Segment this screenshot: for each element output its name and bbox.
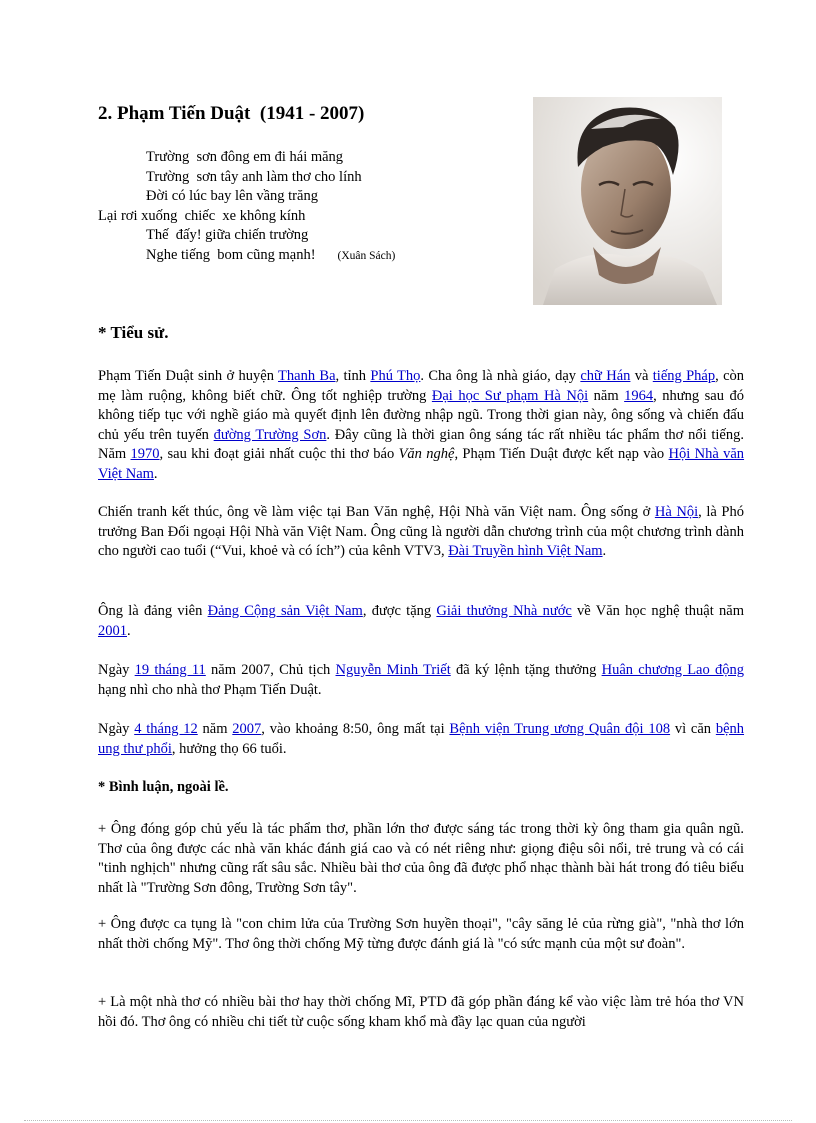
link-19-thang-11[interactable]: 19 tháng 11 xyxy=(134,662,206,678)
link-dai-truyen-hinh[interactable]: Đài Truyền hình Việt Nam xyxy=(448,543,603,559)
portrait-image xyxy=(533,97,722,305)
bio-paragraph-1 xyxy=(98,367,744,484)
link-thanh-ba[interactable]: Thanh Ba xyxy=(278,368,336,384)
text-run: , Phạm Tiến Duật được kết nạp vào xyxy=(454,446,669,462)
link-4-thang-12[interactable]: 4 tháng 12 xyxy=(134,721,198,737)
poem-line: Thế đấy! giữa chiến trường xyxy=(146,227,309,243)
italic-van-nghe: Văn nghệ xyxy=(398,446,455,462)
link-nguyen-minh-triet[interactable]: Nguyễn Minh Triết xyxy=(335,662,451,678)
text-run: . Cha ông là nhà giáo, dạy xyxy=(420,368,581,384)
link-dang-cong-san[interactable]: Đảng Cộng sản Việt Nam xyxy=(207,603,363,619)
text-run: đã ký lệnh tặng thưởng xyxy=(450,662,602,678)
link-benh-ung-thu-phoi[interactable]: bệnh ung thư phổi xyxy=(98,721,745,757)
link-tieng-phap[interactable]: tiếng Pháp xyxy=(652,368,716,384)
comment-paragraph-3: + Là một nhà thơ có nhiều bài thơ hay thời chống Mĩ, PTD đã góp phần đáng kể vào việc làm trẻ hóa thơ VN hồi đó. Thơ ông có nhiều chi tiết từ cuộc sống kham khổ mà đầy lạc quan của người xyxy=(98,994,744,1030)
text-run: , tỉnh xyxy=(335,368,371,384)
text-run: về Văn học nghệ thuật năm xyxy=(571,603,744,619)
bio-paragraph-2 xyxy=(98,503,744,562)
text-run: . xyxy=(127,622,131,639)
link-chu-han[interactable]: chữ Hán xyxy=(580,368,631,384)
link-dai-hoc-su-pham[interactable]: Đại học Sư phạm Hà Nội xyxy=(431,387,589,404)
link-benh-vien-108[interactable]: Bệnh viện Trung ương Quân đội 108 xyxy=(449,721,671,737)
text-run: Ngày xyxy=(98,662,135,678)
text-run: , nhưng sau đó không tiếp tục với nghề giáo mà quyết định lên đường nhập ngũ. Trong thời gian này, ông sống và chiến đấu chủ yếu trên tuyến xyxy=(98,387,745,443)
comment-heading: * Bình luận, ngoài lề. xyxy=(98,779,229,795)
link-ha-noi[interactable]: Hà Nội xyxy=(654,504,699,520)
poem-line: Lại rơi xuống chiếc xe không kính xyxy=(98,207,306,224)
page-title: 2. Phạm Tiến Duật (1941 - 2007) xyxy=(98,103,365,124)
text-run: , vào khoảng 8:50, ông mất tại xyxy=(261,721,450,737)
text-run: , hưởng thọ 66 tuổi. xyxy=(171,740,287,757)
text-run: , còn mẹ làm ruộng, không biết chữ. Ông tốt nghiệp trường xyxy=(98,368,745,404)
bio-paragraph-3 xyxy=(98,602,744,641)
link-hoi-nha-van[interactable]: Hội Nhà văn Việt Nam xyxy=(98,446,745,482)
text-run: năm 2007, Chủ tịch xyxy=(205,662,336,678)
bio-paragraph-5 xyxy=(98,720,744,759)
comment-paragraph-1: + Ông đóng góp chủ yếu là tác phẩm thơ, phần lớn thơ được sáng tác trong thời kỳ ông tham gia quân ngũ. Thơ của ông được các nhà văn khác đánh giá cao và có nét riêng như: giọng điệu sôi nổi, trẻ trung và có cái "tinh nghịch" nhưng cũng rất sâu sắc. Nhiều bài thơ của ông đã được phổ nhạc thành bài hát trong đó tiêu biểu nhất là "Trường Sơn đông, Trường Sơn tây". xyxy=(98,821,744,896)
text-run: . xyxy=(602,543,607,559)
poem-line: Nghe tiếng bom cũng mạnh! xyxy=(146,246,316,263)
text-run: năm xyxy=(588,387,625,404)
text-run: , được tặng xyxy=(362,603,437,619)
text-run: Phạm Tiến Duật sinh ở huyện xyxy=(98,368,279,384)
link-phu-tho[interactable]: Phú Thọ xyxy=(370,368,421,384)
poem-line: Trường sơn tây anh làm thơ cho lính xyxy=(146,168,362,185)
poem-line: Trường sơn đông em đi hái măng xyxy=(146,149,344,165)
bio-paragraph-4 xyxy=(98,661,744,700)
link-1970[interactable]: 1970 xyxy=(130,446,160,462)
text-run: Ngày xyxy=(98,721,135,737)
text-run: và xyxy=(630,368,653,384)
text-run: Ông là đảng viên xyxy=(98,603,208,619)
text-run: vì căn xyxy=(670,721,716,737)
text-run: , sau khi đoạt giải nhất cuộc thi thơ báo xyxy=(159,446,399,462)
text-run: hạng nhì cho nhà thơ Phạm Tiến Duật. xyxy=(98,681,322,698)
link-giai-thuong-nha-nuoc[interactable]: Giải thưởng Nhà nước xyxy=(436,603,572,619)
link-1964[interactable]: 1964 xyxy=(624,387,654,404)
link-huan-chuong-lao-dong[interactable]: Huân chương Lao động xyxy=(601,662,744,678)
link-2007[interactable]: 2007 xyxy=(232,721,262,737)
comment-paragraph-2: + Ông được ca tụng là "con chim lửa của Trường Sơn huyền thoại", "cây săng lẻ của rừng già", "nhà thơ lớn nhất thời chống Mỹ". Thơ ông thời chống Mỹ từng được đánh giá là "có sức mạnh của một sư đoàn". xyxy=(98,916,744,952)
poem-line: Đời có lúc bay lên vầng trăng xyxy=(146,188,318,204)
page-bottom-divider xyxy=(24,1120,792,1121)
text-run: Chiến tranh kết thúc, ông về làm việc tại Ban Văn nghệ, Hội Nhà văn Việt nam. Ông sống ở xyxy=(98,504,655,520)
text-run: năm xyxy=(197,721,233,737)
text-run: , là Phó trưởng Ban Đối ngoại Hội Nhà văn Việt Nam. Ông cũng là người dẫn chương trình của một chương trình dành cho người cao tuổi (“Vui, khoẻ và có ích”) của kênh VTV3, xyxy=(98,504,744,559)
poem-block xyxy=(98,148,395,266)
link-duong-truong-son[interactable]: đường Trường Sơn xyxy=(213,426,327,443)
bio-heading: * Tiểu sử. xyxy=(98,323,169,342)
poem-source: (Xuân Sách) xyxy=(337,249,396,262)
text-run: . Đây cũng là thời gian ông sáng tác rất nhiều tác phẩm thơ nổi tiếng. Năm xyxy=(98,426,744,462)
poem-line-last xyxy=(98,246,395,267)
portrait-photo xyxy=(533,97,722,305)
link-2001[interactable]: 2001 xyxy=(98,622,127,639)
text-run: . xyxy=(153,465,158,482)
